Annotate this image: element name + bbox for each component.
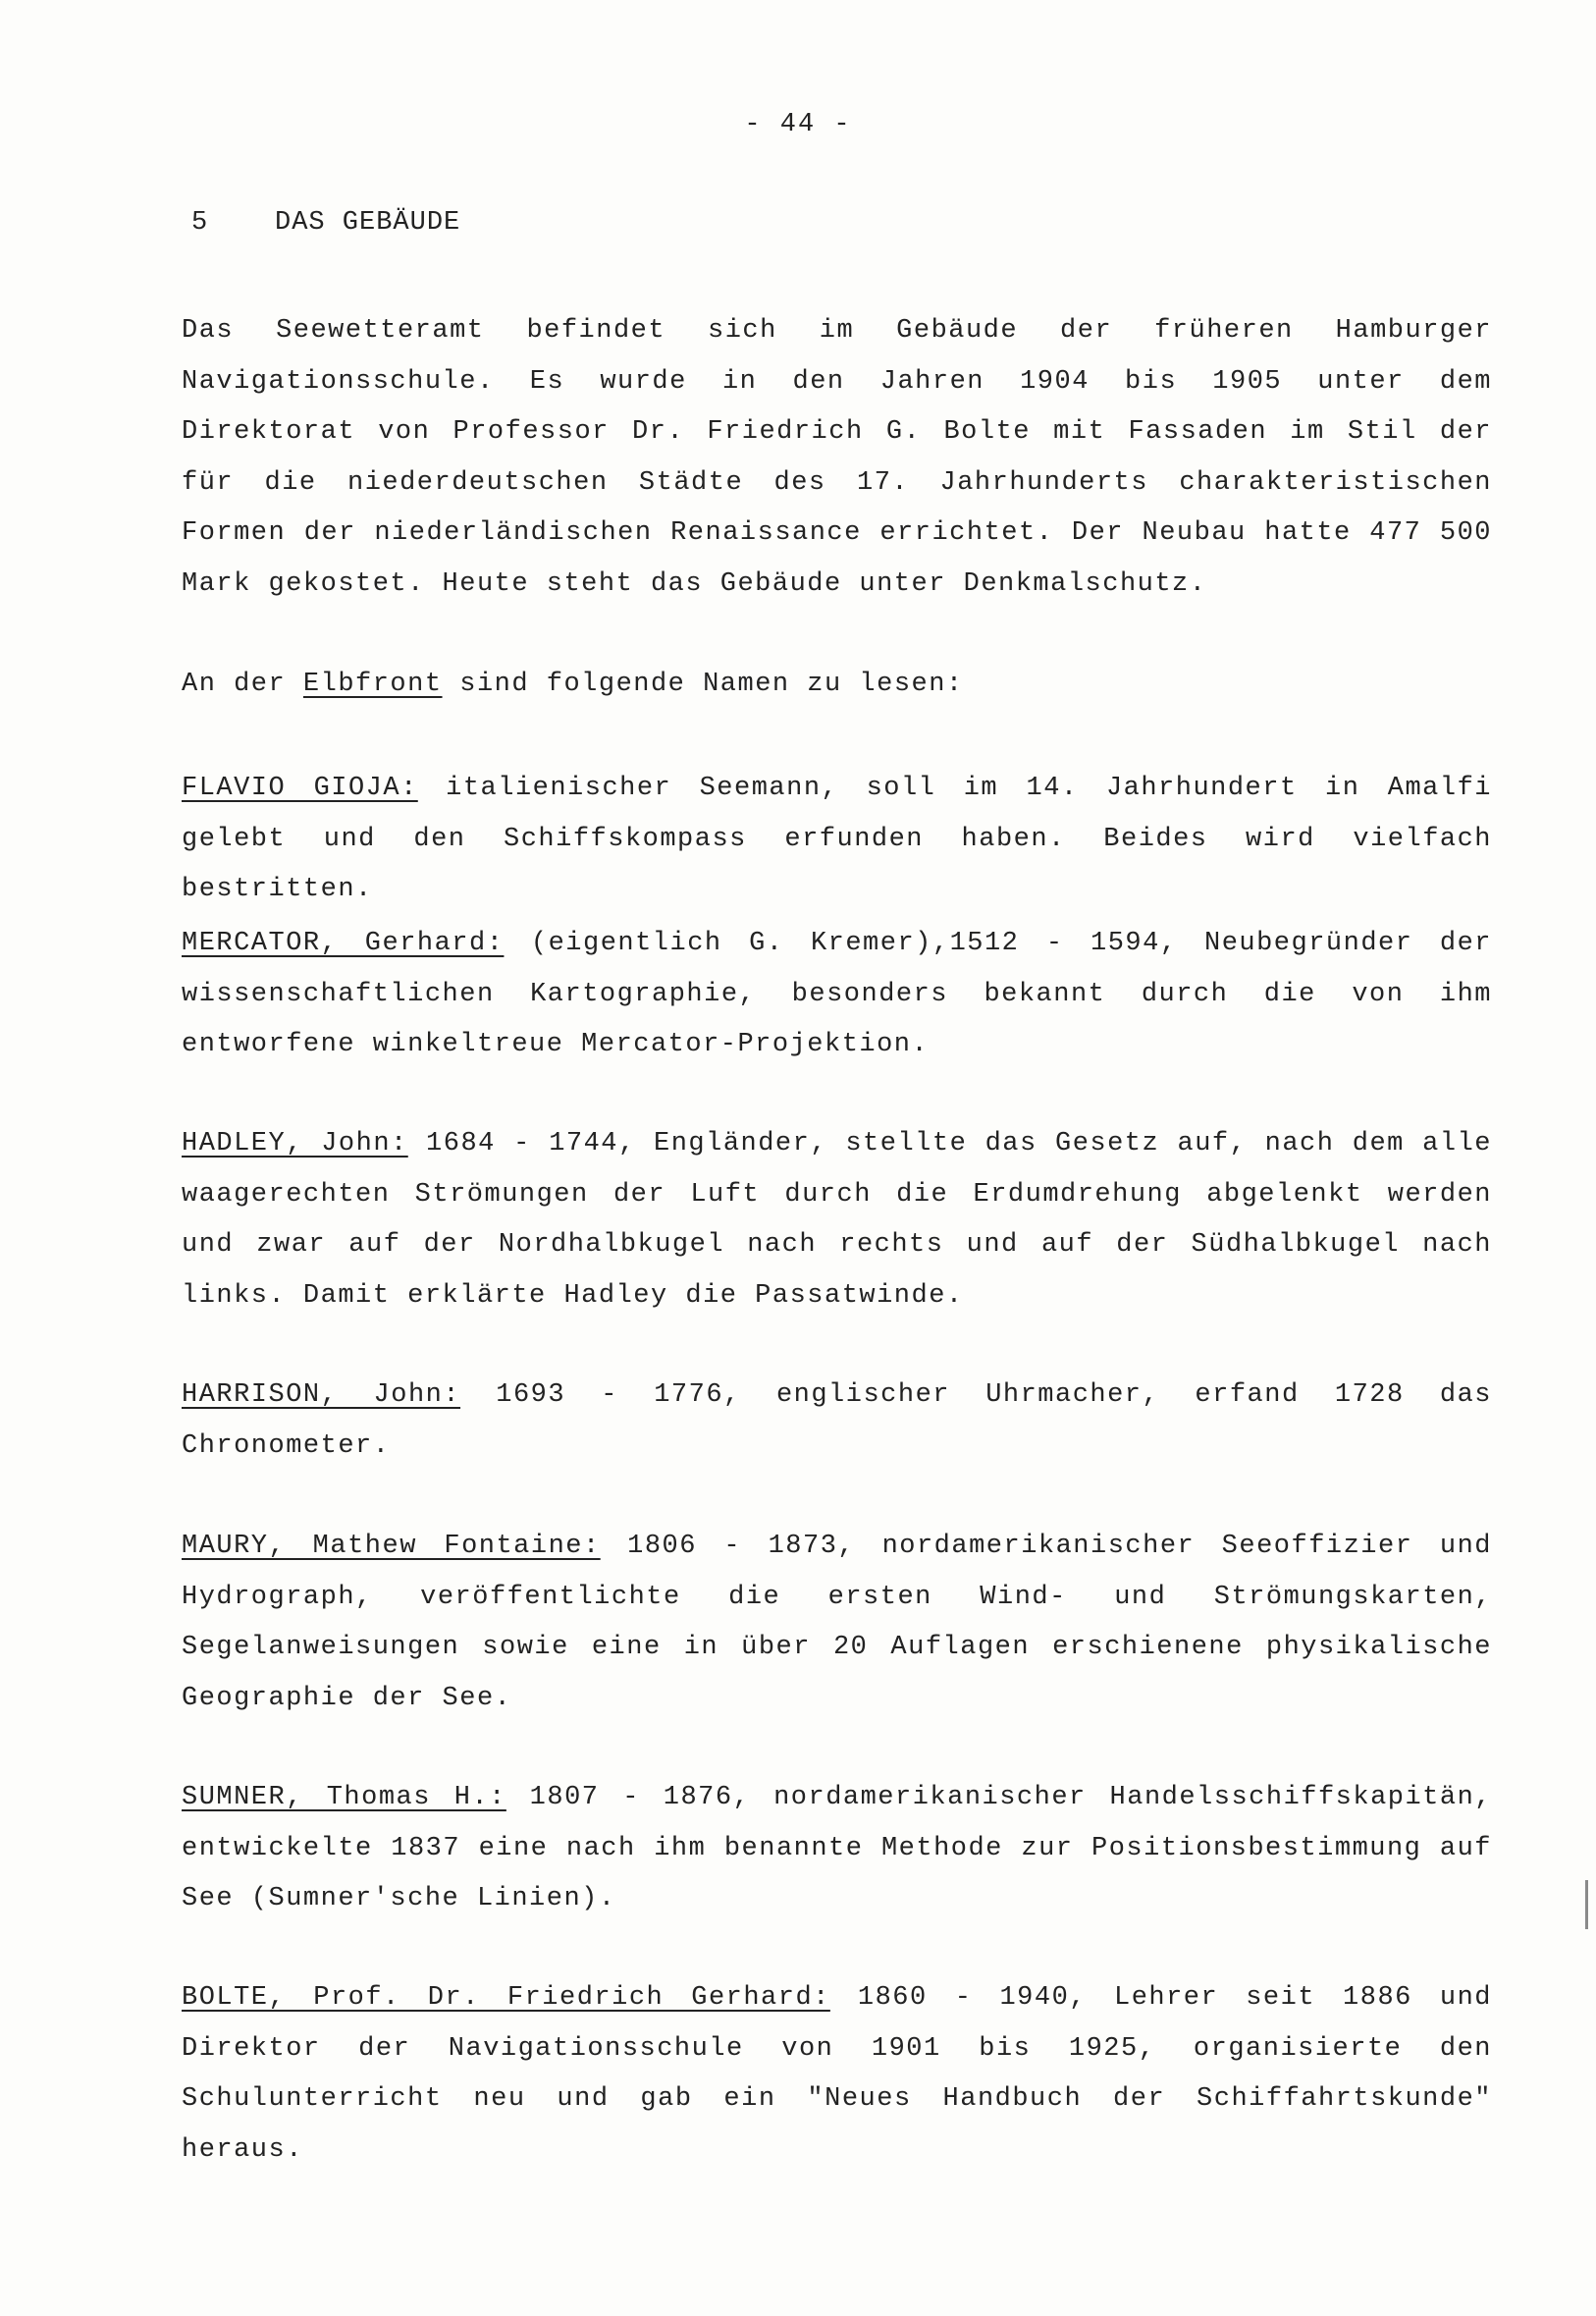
scan-edge-mark [1585, 1880, 1588, 1929]
entry-gioja [182, 764, 1492, 916]
entry-text: 1684 - 1744, Engländer, stellte das Gesetz auf, nach dem alle waagerechten Strömungen der Luft durch die Erdumdrehung abgelenkt werden und zwar auf der Nordhalbkugel nach rechts und auf der Südhalbkugel nach links. Damit erklärte Hadley die Passatwinde. [182, 1129, 1492, 1311]
entry-sumner [182, 1773, 1492, 1925]
names-intro [182, 660, 1492, 711]
entry-name: SUMNER, Thomas H.: [182, 1783, 506, 1812]
section-heading [191, 208, 460, 238]
entry-text: (eigentlich G. Kremer),1512 - 1594, Neubegründer der wissenschaftlichen Kartographie, besonders bekannt durch die von ihm entworfene winkeltreue Mercator-Projektion. [182, 929, 1492, 1059]
names-intro-after: sind folgende Namen zu lesen: [442, 670, 964, 699]
entry-name: BOLTE, Prof. Dr. Friedrich Gerhard: [182, 1983, 830, 2013]
entry-name: HARRISON, John: [182, 1380, 461, 1410]
entry-harrison [182, 1371, 1492, 1472]
entry-text: 1860 - 1940, Lehrer seit 1886 und Direktor der Navigationsschule von 1901 bis 1925, organisierte den Schulunterricht neu und gab ein "Neues Handbuch der Schiffahrtskunde" heraus. [182, 1983, 1493, 2165]
entry-text: italienischer Seemann, soll im 14. Jahrhundert in Amalfi gelebt und den Schiffskompass erfunden haben. Beides wird vielfach bestritten. [182, 774, 1492, 904]
entry-name: HADLEY, John: [182, 1129, 408, 1158]
intro-paragraph: Das Seewetteramt befindet sich im Gebäude der früheren Hamburger Navigationsschule. Es wurde in den Jahren 1904 bis 1905 unter dem Direktorat von Professor Dr. Friedrich G. Bolte mit Fassaden im Stil der für die niederdeutschen Städte des 17. Jahrhunderts charakteristischen Formen der niederländischen Renaissance errichtet. Der Neubau hatte 477 500 Mark gekostet. Heute steht das Gebäude unter Denkmalschutz. [182, 316, 1492, 599]
entry-text: 1806 - 1873, nordamerikanischer Seeoffizier und Hydrograph, veröffentlichte die ersten Wind- und Strömungskarten, Segelanweisungen sowie eine in über 20 Auflagen erschienene physikalische Geographie der See. [182, 1532, 1492, 1713]
entry-name: MAURY, Mathew Fontaine: [182, 1532, 601, 1561]
entry-maury [182, 1522, 1492, 1724]
entry-text: 1693 - 1776, englischer Uhrmacher, erfand 1728 das Chronometer. [182, 1380, 1492, 1461]
names-intro-elbfront: Elbfront [302, 670, 443, 699]
entry-bolte [182, 1973, 1492, 2176]
page-number: - 44 - [744, 110, 852, 139]
section-number: 5 [191, 208, 209, 238]
entry-name: FLAVIO GIOJA: [182, 774, 418, 803]
entry-hadley [182, 1119, 1492, 1321]
section-title: DAS GEBÄUDE [275, 208, 461, 238]
entry-mercator [182, 919, 1492, 1071]
names-intro-before: An der [182, 670, 303, 699]
entry-text: 1807 - 1876, nordamerikanischer Handelsschiffskapitän, entwickelte 1837 eine nach ihm benannte Methode zur Positionsbestimmung auf See (Sumner'sche Linien). [182, 1783, 1492, 1913]
entry-name: MERCATOR, Gerhard: [182, 929, 505, 958]
